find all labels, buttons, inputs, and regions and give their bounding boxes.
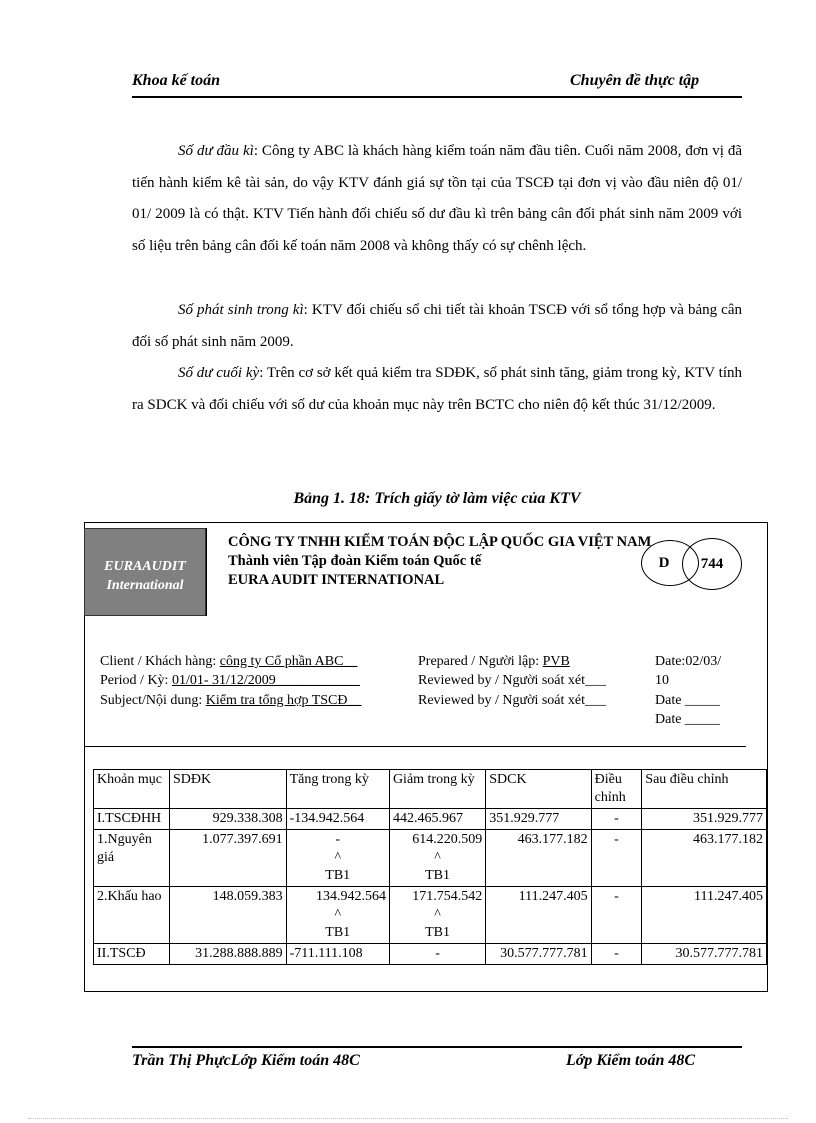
ref-number: 744: [700, 556, 724, 572]
tscd-table: [93, 769, 767, 965]
subject-row: [100, 693, 361, 709]
cell-opening: 148.059.383: [170, 887, 287, 944]
subject-value: Kiểm tra tổng hợp TSCĐ__: [205, 693, 362, 708]
th-account: Khoản mục: [94, 770, 170, 809]
company-membership: Thành viên Tập đoàn Kiểm toán Quốc tế: [228, 553, 482, 569]
paragraph-text: : KTV đối chiếu sổ chi tiết tài khoản TSCĐ với sổ tổng hợp và bảng cân đối số phát sinh năm 2009.: [132, 302, 742, 350]
cell-decrease: [389, 830, 485, 887]
page-edge: [28, 1118, 788, 1119]
cell-closing: 351.929.777: [486, 809, 591, 830]
cell-increase: [286, 830, 389, 887]
company-name: CÔNG TY TNHH KIỂM TOÁN ĐỘC LẬP QUỐC GIA VIỆT NAM: [228, 534, 652, 550]
cell-increase: -711.111.108: [286, 944, 389, 965]
table-row: [94, 944, 767, 965]
th-after-adjustment: Sau điều chỉnh: [642, 770, 767, 809]
cell-decrease: -: [389, 944, 485, 965]
tick-label: TB1: [325, 868, 351, 883]
cell-value: 614.220.509: [412, 832, 483, 847]
cell-after: 351.929.777: [642, 809, 767, 830]
cell-adjustment: -: [591, 887, 642, 944]
cell-adjustment: -: [591, 830, 642, 887]
period-value: 01/01- 31/12/2009____________: [171, 673, 360, 688]
period-label: Period / Kỳ:: [100, 673, 169, 688]
client-row: [100, 654, 357, 670]
reviewed-row-2: Reviewed by / Người soát xét___: [418, 693, 607, 708]
logo-divider: [206, 528, 207, 616]
tick-mark: ^: [334, 907, 342, 922]
cell-opening: 31.288.888.889: [170, 944, 287, 965]
period-row: [100, 673, 360, 689]
paragraph-period-activity: [132, 295, 742, 358]
table-row: [94, 830, 767, 887]
date-1: Date:02/03/: [655, 654, 722, 669]
info-divider: [84, 746, 746, 747]
ref-letter: D: [658, 555, 670, 571]
tick-mark: ^: [434, 907, 441, 922]
table-row: [94, 809, 767, 830]
paragraph-closing-balance: [132, 358, 742, 421]
prepared-label: Prepared / Người lập:: [418, 654, 540, 669]
cell-closing: 30.577.777.781: [486, 944, 591, 965]
cell-account: II.TSCĐ: [94, 944, 170, 965]
cell-closing: 111.247.405: [486, 887, 591, 944]
paragraph-label: Số dư cuối kỳ: [178, 365, 260, 381]
cell-adjustment: -: [591, 944, 642, 965]
cell-opening: 1.077.397.691: [170, 830, 287, 887]
cell-value: 134.942.564: [315, 889, 386, 904]
cell-after: 463.177.182: [642, 830, 767, 887]
th-increase: Tăng trong kỳ: [286, 770, 389, 809]
th-decrease: Giảm trong kỳ: [389, 770, 485, 809]
footer-left: Trần Thị PhựcLớp Kiểm toán 48C: [132, 1052, 360, 1069]
client-label: Client / Khách hàng:: [100, 654, 217, 669]
paragraph-text: : Trên cơ sở kết quả kiểm tra SDĐK, số phát sinh tăng, giảm trong kỳ, KTV tính ra SDCK và đối chiếu với số dư của khoản mục này trên BCTC cho niên độ kết thúc 31/12/2009.: [132, 365, 742, 413]
reviewed-row-1: Reviewed by / Người soát xét___: [418, 673, 607, 688]
cell-account: 2.Khấu hao: [94, 887, 170, 944]
client-value: công ty Cổ phần ABC__: [219, 654, 358, 669]
th-adjustment: Điều chỉnh: [591, 770, 642, 809]
header-left: Khoa kế toán: [132, 72, 221, 89]
cell-after: 111.247.405: [642, 887, 767, 944]
logo-line-1: EURAAUDIT: [104, 559, 186, 574]
cell-closing: 463.177.182: [486, 830, 591, 887]
footer-right: Lớp Kiểm toán 48C: [566, 1052, 696, 1069]
cell-decrease: [389, 887, 485, 944]
company-name-en: EURA AUDIT INTERNATIONAL: [228, 572, 445, 588]
ref-number-ellipse: [682, 538, 742, 590]
date-1-cont: 10: [655, 673, 669, 688]
cell-account: 1.Nguyên giá: [94, 830, 170, 887]
cell-account: I.TSCĐHH: [94, 809, 170, 830]
cell-adjustment: -: [591, 809, 642, 830]
tick-label: TB1: [425, 925, 451, 940]
table-header-row: [94, 770, 767, 809]
cell-increase: -134.942.564: [286, 809, 389, 830]
prepared-value: PVB: [542, 654, 570, 669]
table-caption: Bảng 1. 18: Trích giấy tờ làm việc của KTV: [293, 490, 581, 507]
prepared-row: [418, 654, 570, 670]
paragraph-opening-balance: [132, 136, 742, 262]
cell-increase: [286, 887, 389, 944]
cell-opening: 929.338.308: [170, 809, 287, 830]
tick-label: TB1: [325, 925, 351, 940]
cell-value: 171.754.542: [412, 889, 483, 904]
paragraph-text: : Công ty ABC là khách hàng kiểm toán năm đầu tiên. Cuối năm 2008, đơn vị đã tiến hành kiểm kê tài sản, do vậy KTV đánh giá sự tồn tại của TSCĐ tại đơn vị vào đầu niên độ 01/ 01/ 2009 là có thật. KTV Tiến hành đối chiếu số dư đầu kì trên bảng cân đối phát sinh năm 2009 với số liệu trên bảng cân đối kế toán năm 2008 và không thấy có sự chênh lệch.: [132, 143, 742, 254]
th-closing: SDCK: [486, 770, 591, 809]
th-opening: SDĐK: [170, 770, 287, 809]
logo-line-2: International: [106, 578, 184, 593]
cell-value: -: [335, 832, 341, 847]
date-2: Date _____: [655, 693, 720, 708]
header-rule: [132, 96, 742, 98]
tick-mark: ^: [434, 850, 441, 865]
date-3: Date _____: [655, 712, 720, 727]
tick-mark: ^: [334, 850, 342, 865]
header-right: Chuyên đề thực tập: [570, 72, 700, 89]
footer-rule: [132, 1046, 742, 1048]
tick-label: TB1: [425, 868, 451, 883]
paragraph-label: Số phát sinh trong kì: [178, 302, 304, 318]
table-row: [94, 887, 767, 944]
cell-decrease: 442.465.967: [389, 809, 485, 830]
subject-label: Subject/Nội dung:: [100, 693, 203, 708]
paragraph-label: Số dư đầu kì: [178, 143, 254, 159]
cell-after: 30.577.777.781: [642, 944, 767, 965]
eura-audit-logo: [84, 528, 206, 616]
